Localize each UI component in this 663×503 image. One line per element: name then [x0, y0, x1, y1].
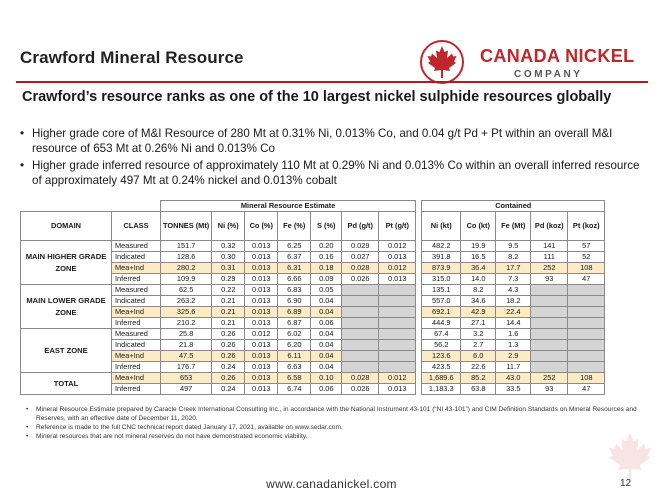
contained-cell: 111	[531, 252, 568, 263]
value-cell: 0.21	[212, 296, 245, 307]
contained-cell: 692.1	[422, 307, 461, 318]
value-cell: 325.6	[161, 307, 212, 318]
contained-cell	[568, 329, 605, 340]
class-cell: Measured	[112, 241, 161, 252]
footnote: • Mineral resources that are not mineral reserves do not have demonstrated economic viability.	[20, 432, 640, 441]
contained-cell	[568, 285, 605, 296]
value-cell: 0.04	[311, 351, 342, 362]
value-cell: 0.013	[245, 241, 278, 252]
title-divider	[16, 81, 648, 83]
value-cell	[342, 351, 379, 362]
domain-cell: TOTAL	[21, 373, 112, 395]
value-cell: 0.013	[245, 373, 278, 384]
class-cell: Inferred	[112, 384, 161, 395]
value-cell: 0.06	[311, 384, 342, 395]
value-cell: 0.05	[311, 285, 342, 296]
value-cell	[342, 318, 379, 329]
value-cell: 47.5	[161, 351, 212, 362]
contained-cell: 4.3	[496, 285, 531, 296]
value-cell: 0.26	[212, 351, 245, 362]
resource-table	[20, 200, 605, 395]
contained-cell: 2.7	[461, 340, 496, 351]
contained-cell: 108	[568, 373, 605, 384]
value-cell	[342, 329, 379, 340]
group-header-contained: Contained	[422, 201, 605, 212]
value-cell: 0.22	[212, 285, 245, 296]
value-cell: 0.012	[379, 241, 416, 252]
bullet-item: • Higher grade inferred resource of approximately 110 Mt at 0.29% Ni and 0.013% Co within an overall inferred resource of approximately 497 Mt at 0.24% nickel and 0.013% cobalt	[20, 158, 650, 188]
value-cell: 0.028	[342, 263, 379, 274]
value-cell: 6.90	[278, 296, 311, 307]
value-cell: 0.04	[311, 362, 342, 373]
contained-cell: 8.2	[496, 252, 531, 263]
value-cell: 280.2	[161, 263, 212, 274]
value-cell: 0.027	[342, 252, 379, 263]
value-cell: 0.013	[245, 351, 278, 362]
value-cell: 0.012	[245, 329, 278, 340]
contained-cell: 123.6	[422, 351, 461, 362]
value-cell	[379, 340, 416, 351]
contained-cell: 14.4	[496, 318, 531, 329]
value-cell: 6.63	[278, 362, 311, 373]
value-cell: 0.21	[212, 307, 245, 318]
value-cell: 0.013	[379, 384, 416, 395]
value-cell: 0.26	[212, 329, 245, 340]
footer-website-link[interactable]: www.canadanickel.com	[266, 477, 397, 491]
contained-cell: 16.5	[461, 252, 496, 263]
column-header: Co (%)	[245, 212, 278, 241]
page-title: Crawford Mineral Resource	[20, 48, 244, 67]
column-header: Fe (%)	[278, 212, 311, 241]
footnotes	[20, 405, 640, 441]
contained-cell: 11.7	[496, 362, 531, 373]
contained-cell: 108	[568, 263, 605, 274]
logo-subtitle: COMPANY	[514, 69, 583, 80]
class-cell: Inferred	[112, 318, 161, 329]
table-row	[21, 373, 605, 384]
value-cell: 0.20	[311, 241, 342, 252]
domain-cell: EAST ZONE	[21, 329, 112, 373]
value-cell: 6.89	[278, 307, 311, 318]
contained-cell: 47	[568, 274, 605, 285]
value-cell	[379, 296, 416, 307]
value-cell: 653	[161, 373, 212, 384]
contained-cell: 22.4	[496, 307, 531, 318]
contained-cell	[531, 285, 568, 296]
contained-cell: 17.7	[496, 263, 531, 274]
contained-cell	[531, 307, 568, 318]
contained-cell: 19.9	[461, 241, 496, 252]
value-cell: 497	[161, 384, 212, 395]
column-header: DOMAIN	[21, 212, 112, 241]
value-cell: 6.83	[278, 285, 311, 296]
contained-cell: 93	[531, 384, 568, 395]
class-cell: Mea+Ind	[112, 373, 161, 384]
value-cell: 6.37	[278, 252, 311, 263]
contained-cell: 444.9	[422, 318, 461, 329]
value-cell: 0.31	[212, 263, 245, 274]
contained-cell: 43.0	[496, 373, 531, 384]
contained-cell	[531, 329, 568, 340]
maple-leaf-watermark-icon	[600, 425, 660, 485]
value-cell: 6.66	[278, 274, 311, 285]
value-cell: 263.2	[161, 296, 212, 307]
value-cell: 0.013	[245, 263, 278, 274]
value-cell: 0.26	[212, 340, 245, 351]
table-row	[21, 285, 605, 296]
column-header: TONNES (Mt)	[161, 212, 212, 241]
value-cell	[379, 362, 416, 373]
domain-cell: MAIN LOWER GRADE ZONE	[21, 285, 112, 329]
contained-cell: 3.2	[461, 329, 496, 340]
class-cell: Mea+Ind	[112, 263, 161, 274]
contained-cell: 482.2	[422, 241, 461, 252]
contained-cell: 141	[531, 241, 568, 252]
contained-cell	[568, 362, 605, 373]
contained-cell: 47	[568, 384, 605, 395]
value-cell: 176.7	[161, 362, 212, 373]
contained-cell	[568, 307, 605, 318]
value-cell: 6.87	[278, 318, 311, 329]
class-cell: Mea+Ind	[112, 351, 161, 362]
class-cell: Measured	[112, 329, 161, 340]
contained-cell: 423.5	[422, 362, 461, 373]
value-cell: 0.012	[379, 263, 416, 274]
column-header: Pd (koz)	[531, 212, 568, 241]
table-row	[21, 241, 605, 252]
contained-cell: 63.8	[461, 384, 496, 395]
class-cell: Mea+Ind	[112, 307, 161, 318]
headline: Crawford’s resource ranks as one of the 10 largest nickel sulphide resources globally	[22, 89, 612, 105]
value-cell: 210.2	[161, 318, 212, 329]
value-cell: 0.013	[245, 307, 278, 318]
contained-cell: 135.1	[422, 285, 461, 296]
contained-cell	[531, 351, 568, 362]
value-cell: 0.028	[342, 373, 379, 384]
value-cell: 151.7	[161, 241, 212, 252]
value-cell: 0.013	[379, 274, 416, 285]
group-header-estimate: Mineral Resource Estimate	[161, 201, 416, 212]
contained-cell: 1.3	[496, 340, 531, 351]
value-cell: 6.58	[278, 373, 311, 384]
footnote: • Reference is made to the full CNC technical report dated January 17, 2021, available on www.sedar.com.	[20, 423, 640, 432]
value-cell: 6.74	[278, 384, 311, 395]
value-cell: 6.02	[278, 329, 311, 340]
value-cell: 0.24	[212, 384, 245, 395]
value-cell: 109.9	[161, 274, 212, 285]
value-cell: 0.32	[212, 241, 245, 252]
value-cell: 0.013	[379, 252, 416, 263]
value-cell: 0.013	[245, 362, 278, 373]
value-cell: 0.013	[245, 274, 278, 285]
footnote: • Mineral Resource Estimate prepared by Caracle Creek International Consulting Inc., in accordance with the National Instrument 43-101 (“NI 43-101”) and CIM Definition Standards on Mineral Resources and Reserves, with an effective date of December 11, 2020.	[20, 405, 640, 423]
contained-cell	[568, 340, 605, 351]
contained-cell: 14.0	[461, 274, 496, 285]
value-cell: 0.04	[311, 296, 342, 307]
value-cell: 0.013	[245, 384, 278, 395]
value-cell: 21.8	[161, 340, 212, 351]
value-cell: 6.25	[278, 241, 311, 252]
contained-cell: 34.6	[461, 296, 496, 307]
bullet-item: • Higher grade core of M&I Resource of 280 Mt at 0.31% Ni, 0.013% Co, and 0.04 g/t Pd + Pt within an overall M&I resource of 653 Mt at 0.26% Ni and 0.013% Co	[20, 126, 650, 156]
contained-cell: 6.0	[461, 351, 496, 362]
contained-cell: 1,183.3	[422, 384, 461, 395]
value-cell: 0.21	[212, 318, 245, 329]
contained-cell	[568, 296, 605, 307]
table-row	[21, 329, 605, 340]
value-cell: 25.8	[161, 329, 212, 340]
contained-cell	[531, 318, 568, 329]
contained-cell: 52	[568, 252, 605, 263]
value-cell	[379, 285, 416, 296]
contained-cell: 36.4	[461, 263, 496, 274]
value-cell: 128.6	[161, 252, 212, 263]
value-cell: 0.013	[245, 285, 278, 296]
value-cell: 6.20	[278, 340, 311, 351]
value-cell: 0.029	[342, 241, 379, 252]
class-cell: Indicated	[112, 296, 161, 307]
maple-leaf-icon	[418, 38, 466, 86]
contained-cell: 557.0	[422, 296, 461, 307]
contained-cell: 2.9	[496, 351, 531, 362]
value-cell	[342, 362, 379, 373]
page-number: 12	[620, 478, 632, 489]
contained-cell: 252	[531, 263, 568, 274]
value-cell	[379, 307, 416, 318]
contained-cell: 42.9	[461, 307, 496, 318]
value-cell: 0.10	[311, 373, 342, 384]
value-cell: 0.013	[245, 340, 278, 351]
column-header: Pd (g/t)	[342, 212, 379, 241]
value-cell	[342, 296, 379, 307]
contained-cell: 315.0	[422, 274, 461, 285]
contained-cell: 1.6	[496, 329, 531, 340]
value-cell: 0.09	[311, 274, 342, 285]
column-header: Co (kt)	[461, 212, 496, 241]
value-cell: 0.04	[311, 340, 342, 351]
logo-name: CANADA NICKEL	[480, 46, 635, 66]
class-cell: Inferred	[112, 274, 161, 285]
column-header: Ni (kt)	[422, 212, 461, 241]
value-cell	[379, 329, 416, 340]
contained-cell	[531, 296, 568, 307]
value-cell: 0.30	[212, 252, 245, 263]
column-header: Pt (koz)	[568, 212, 605, 241]
contained-cell: 873.9	[422, 263, 461, 274]
value-cell	[342, 340, 379, 351]
contained-cell	[568, 351, 605, 362]
value-cell: 0.013	[245, 296, 278, 307]
column-header: CLASS	[112, 212, 161, 241]
column-header: S (%)	[311, 212, 342, 241]
class-cell: Measured	[112, 285, 161, 296]
value-cell: 0.04	[311, 329, 342, 340]
contained-cell: 252	[531, 373, 568, 384]
class-cell: Indicated	[112, 340, 161, 351]
value-cell: 0.013	[245, 318, 278, 329]
contained-cell: 67.4	[422, 329, 461, 340]
contained-cell: 9.5	[496, 241, 531, 252]
domain-cell: MAIN HIGHER GRADE ZONE	[21, 241, 112, 285]
column-header: Pt (g/t)	[379, 212, 416, 241]
value-cell	[379, 351, 416, 362]
contained-cell: 57	[568, 241, 605, 252]
contained-cell: 33.5	[496, 384, 531, 395]
value-cell: 0.013	[245, 252, 278, 263]
contained-cell: 56.2	[422, 340, 461, 351]
value-cell: 6.31	[278, 263, 311, 274]
value-cell: 0.012	[379, 373, 416, 384]
class-cell: Inferred	[112, 362, 161, 373]
value-cell: 6.11	[278, 351, 311, 362]
contained-cell: 27.1	[461, 318, 496, 329]
contained-cell	[531, 362, 568, 373]
contained-cell: 1,689.6	[422, 373, 461, 384]
contained-cell: 93	[531, 274, 568, 285]
value-cell: 0.04	[311, 307, 342, 318]
column-header: Fe (Mt)	[496, 212, 531, 241]
contained-cell	[531, 340, 568, 351]
value-cell: 0.16	[311, 252, 342, 263]
contained-cell: 85.2	[461, 373, 496, 384]
value-cell: 0.026	[342, 384, 379, 395]
contained-cell: 8.2	[461, 285, 496, 296]
value-cell: 0.24	[212, 362, 245, 373]
value-cell: 0.18	[311, 263, 342, 274]
contained-cell: 22.6	[461, 362, 496, 373]
value-cell	[342, 307, 379, 318]
value-cell	[379, 318, 416, 329]
value-cell: 0.026	[342, 274, 379, 285]
contained-cell: 391.8	[422, 252, 461, 263]
value-cell	[342, 285, 379, 296]
value-cell: 0.29	[212, 274, 245, 285]
contained-cell	[568, 318, 605, 329]
contained-cell: 18.2	[496, 296, 531, 307]
value-cell: 0.06	[311, 318, 342, 329]
class-cell: Indicated	[112, 252, 161, 263]
value-cell: 62.5	[161, 285, 212, 296]
value-cell: 0.26	[212, 373, 245, 384]
contained-cell: 7.3	[496, 274, 531, 285]
column-header: Ni (%)	[212, 212, 245, 241]
bullet-list	[20, 126, 650, 190]
